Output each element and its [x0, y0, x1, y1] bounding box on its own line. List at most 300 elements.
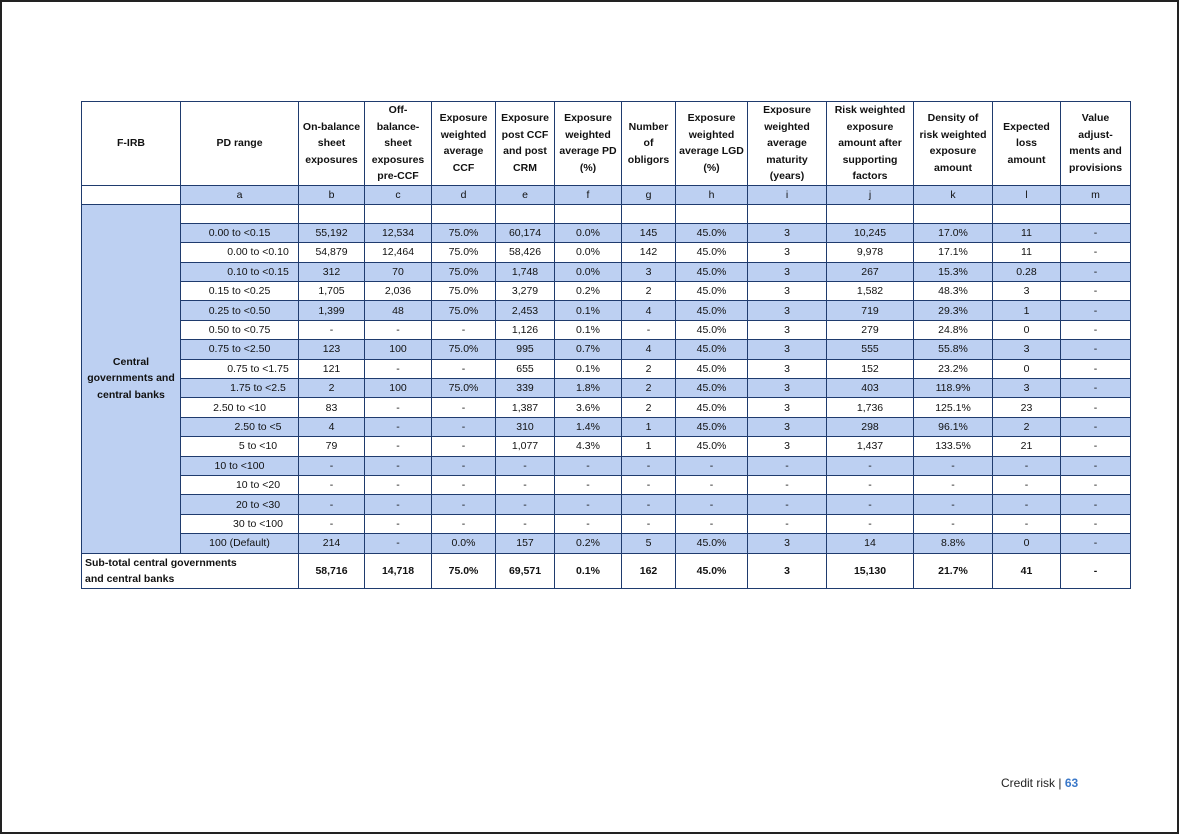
value-cell: 1,387 — [496, 398, 555, 417]
f-irb-table — [81, 101, 1131, 589]
header-cell: F-IRB — [82, 102, 181, 186]
value-cell: 121 — [299, 359, 365, 378]
subtotal-cell: 0.1% — [555, 553, 622, 588]
value-cell: 3 — [622, 262, 676, 281]
value-cell: 75.0% — [432, 282, 496, 301]
value-cell: - — [365, 514, 432, 533]
pd-range-cell: 0.75 to <2.50 — [181, 340, 299, 359]
value-cell: 8.8% — [914, 534, 993, 553]
value-cell: - — [827, 456, 914, 475]
value-cell: - — [496, 475, 555, 494]
value-cell: 75.0% — [432, 379, 496, 398]
value-cell: 45.0% — [676, 282, 748, 301]
value-cell — [1061, 204, 1131, 223]
value-cell: - — [622, 320, 676, 339]
value-cell: 3 — [993, 340, 1061, 359]
pd-range-cell: 0.15 to <0.25 — [181, 282, 299, 301]
value-cell — [748, 204, 827, 223]
value-cell: 133.5% — [914, 437, 993, 456]
value-cell: 142 — [622, 243, 676, 262]
header-cell: Off-balance-sheet exposures pre-CCF — [365, 102, 432, 186]
header-cell: Value adjust-ments and provisions — [1061, 102, 1131, 186]
letter-cell: b — [299, 185, 365, 204]
table-row — [82, 514, 1131, 533]
value-cell: - — [1061, 243, 1131, 262]
value-cell: - — [1061, 340, 1131, 359]
value-cell — [676, 204, 748, 223]
value-cell: - — [827, 514, 914, 533]
value-cell: - — [1061, 456, 1131, 475]
value-cell: - — [432, 320, 496, 339]
letter-cell-blank — [82, 185, 181, 204]
value-cell: - — [914, 514, 993, 533]
pd-range-cell: 100 (Default) — [181, 534, 299, 553]
value-cell: 3 — [748, 437, 827, 456]
value-cell: 0.0% — [432, 534, 496, 553]
value-cell: 5 — [622, 534, 676, 553]
value-cell — [914, 204, 993, 223]
value-cell: - — [748, 514, 827, 533]
value-cell: 0.2% — [555, 534, 622, 553]
value-cell: 12,464 — [365, 243, 432, 262]
value-cell: - — [299, 456, 365, 475]
value-cell: 3 — [748, 262, 827, 281]
value-cell: 655 — [496, 359, 555, 378]
header-cell: Number of obligors — [622, 102, 676, 186]
value-cell: 75.0% — [432, 301, 496, 320]
value-cell: 45.0% — [676, 534, 748, 553]
value-cell: 1,748 — [496, 262, 555, 281]
pd-range-cell: 1.75 to <2.5 — [181, 379, 299, 398]
table-row — [82, 534, 1131, 553]
value-cell: 100 — [365, 340, 432, 359]
value-cell: 2 — [993, 417, 1061, 436]
letter-cell: d — [432, 185, 496, 204]
value-cell: 29.3% — [914, 301, 993, 320]
value-cell: - — [432, 495, 496, 514]
value-cell — [622, 204, 676, 223]
value-cell: - — [496, 495, 555, 514]
value-cell: - — [993, 475, 1061, 494]
value-cell: 100 — [365, 379, 432, 398]
table-row — [82, 495, 1131, 514]
value-cell: 2,453 — [496, 301, 555, 320]
table-row — [82, 204, 1131, 223]
table-row — [82, 417, 1131, 436]
value-cell: 339 — [496, 379, 555, 398]
value-cell: - — [496, 456, 555, 475]
value-cell: - — [676, 514, 748, 533]
value-cell: 11 — [993, 223, 1061, 242]
value-cell: 118.9% — [914, 379, 993, 398]
value-cell: 214 — [299, 534, 365, 553]
value-cell: 1,705 — [299, 282, 365, 301]
value-cell: 1.8% — [555, 379, 622, 398]
value-cell: 79 — [299, 437, 365, 456]
value-cell: - — [1061, 495, 1131, 514]
value-cell: - — [299, 320, 365, 339]
value-cell: 54,879 — [299, 243, 365, 262]
value-cell: - — [365, 437, 432, 456]
header-cell: Exposure weighted average maturity (years) — [748, 102, 827, 186]
value-cell: 45.0% — [676, 340, 748, 359]
header-cell: Exposure weighted average PD (%) — [555, 102, 622, 186]
value-cell: 0.1% — [555, 359, 622, 378]
letter-cell: j — [827, 185, 914, 204]
value-cell: - — [365, 495, 432, 514]
table-row — [82, 243, 1131, 262]
value-cell: 1,077 — [496, 437, 555, 456]
value-cell: - — [365, 320, 432, 339]
value-cell: 24.8% — [914, 320, 993, 339]
value-cell: 75.0% — [432, 340, 496, 359]
value-cell: 45.0% — [676, 379, 748, 398]
pd-range-cell: 0.50 to <0.75 — [181, 320, 299, 339]
value-cell: - — [914, 495, 993, 514]
value-cell: 58,426 — [496, 243, 555, 262]
subtotal-cell: 3 — [748, 553, 827, 588]
table-row — [82, 359, 1131, 378]
value-cell: 96.1% — [914, 417, 993, 436]
value-cell: - — [748, 475, 827, 494]
value-cell: - — [299, 514, 365, 533]
value-cell — [827, 204, 914, 223]
value-cell: 719 — [827, 301, 914, 320]
page-footer — [1001, 776, 1078, 790]
letter-cell: g — [622, 185, 676, 204]
value-cell: - — [365, 359, 432, 378]
subtotal-cell: 45.0% — [676, 553, 748, 588]
value-cell: - — [993, 456, 1061, 475]
value-cell: 555 — [827, 340, 914, 359]
table-row — [82, 456, 1131, 475]
value-cell: - — [365, 417, 432, 436]
value-cell: 0.7% — [555, 340, 622, 359]
value-cell: 0.1% — [555, 301, 622, 320]
value-cell: 3 — [748, 398, 827, 417]
value-cell: 23.2% — [914, 359, 993, 378]
value-cell: 45.0% — [676, 398, 748, 417]
value-cell: - — [1061, 262, 1131, 281]
pd-range-cell: 5 to <10 — [181, 437, 299, 456]
value-cell: - — [676, 475, 748, 494]
value-cell: - — [993, 514, 1061, 533]
value-cell: 55,192 — [299, 223, 365, 242]
subtotal-cell: 69,571 — [496, 553, 555, 588]
value-cell: - — [432, 398, 496, 417]
footer-section-title: Credit risk — [1001, 776, 1056, 790]
value-cell: 45.0% — [676, 320, 748, 339]
value-cell: 2 — [622, 359, 676, 378]
header-cell: Exposure weighted average CCF — [432, 102, 496, 186]
value-cell: 21 — [993, 437, 1061, 456]
value-cell: 3 — [748, 359, 827, 378]
value-cell: - — [748, 456, 827, 475]
value-cell: 48.3% — [914, 282, 993, 301]
value-cell: 3 — [748, 223, 827, 242]
value-cell: 2 — [622, 379, 676, 398]
value-cell: 1 — [622, 437, 676, 456]
value-cell: 45.0% — [676, 262, 748, 281]
value-cell: - — [432, 475, 496, 494]
value-cell — [555, 204, 622, 223]
pd-range-cell: 2.50 to <10 — [181, 398, 299, 417]
value-cell: 3 — [748, 534, 827, 553]
letter-cell: k — [914, 185, 993, 204]
value-cell: - — [622, 456, 676, 475]
value-cell: 157 — [496, 534, 555, 553]
pd-range-cell — [181, 204, 299, 223]
value-cell: - — [365, 398, 432, 417]
value-cell: - — [365, 456, 432, 475]
value-cell: 0.2% — [555, 282, 622, 301]
value-cell: - — [676, 456, 748, 475]
value-cell: 4 — [299, 417, 365, 436]
value-cell: 1,582 — [827, 282, 914, 301]
value-cell: 3 — [748, 379, 827, 398]
subtotal-cell: 14,718 — [365, 553, 432, 588]
value-cell: 1,399 — [299, 301, 365, 320]
value-cell: - — [432, 437, 496, 456]
value-cell: 0 — [993, 359, 1061, 378]
table-row — [82, 262, 1131, 281]
pd-range-cell: 30 to <100 — [181, 514, 299, 533]
value-cell — [432, 204, 496, 223]
value-cell: 45.0% — [676, 437, 748, 456]
value-cell — [993, 204, 1061, 223]
value-cell: - — [1061, 437, 1131, 456]
value-cell: 60,174 — [496, 223, 555, 242]
table-row — [82, 475, 1131, 494]
value-cell: 23 — [993, 398, 1061, 417]
value-cell: 279 — [827, 320, 914, 339]
subtotal-cell: 41 — [993, 553, 1061, 588]
header-cell: Density of risk weighted exposure amount — [914, 102, 993, 186]
table-row — [82, 320, 1131, 339]
value-cell: 995 — [496, 340, 555, 359]
pd-range-cell: 10 to <20 — [181, 475, 299, 494]
pd-range-cell: 0.10 to <0.15 — [181, 262, 299, 281]
value-cell: 3 — [748, 282, 827, 301]
value-cell: - — [365, 475, 432, 494]
value-cell: 9,978 — [827, 243, 914, 262]
value-cell: 2,036 — [365, 282, 432, 301]
value-cell: - — [1061, 282, 1131, 301]
value-cell: 1 — [622, 417, 676, 436]
value-cell: 17.1% — [914, 243, 993, 262]
value-cell: 3.6% — [555, 398, 622, 417]
letter-cell: h — [676, 185, 748, 204]
value-cell: 267 — [827, 262, 914, 281]
value-cell: 310 — [496, 417, 555, 436]
value-cell: 4.3% — [555, 437, 622, 456]
value-cell: 0.28 — [993, 262, 1061, 281]
value-cell: - — [914, 475, 993, 494]
value-cell: - — [1061, 534, 1131, 553]
value-cell: 0.0% — [555, 223, 622, 242]
value-cell: - — [432, 417, 496, 436]
header-cell: Exposure post CCF and post CRM — [496, 102, 555, 186]
value-cell: 152 — [827, 359, 914, 378]
value-cell: 11 — [993, 243, 1061, 262]
value-cell: 45.0% — [676, 417, 748, 436]
value-cell: - — [827, 475, 914, 494]
value-cell: - — [914, 456, 993, 475]
value-cell: 45.0% — [676, 359, 748, 378]
value-cell: 17.0% — [914, 223, 993, 242]
value-cell: - — [555, 456, 622, 475]
value-cell: - — [555, 495, 622, 514]
letter-cell: i — [748, 185, 827, 204]
subtotal-cell: 15,130 — [827, 553, 914, 588]
subtotal-label — [82, 553, 299, 588]
value-cell: 403 — [827, 379, 914, 398]
subtotal-cell: 162 — [622, 553, 676, 588]
subtotal-cell: 58,716 — [299, 553, 365, 588]
value-cell: 45.0% — [676, 301, 748, 320]
letter-cell: c — [365, 185, 432, 204]
value-cell — [365, 204, 432, 223]
value-cell: - — [1061, 417, 1131, 436]
value-cell: 83 — [299, 398, 365, 417]
value-cell: 3 — [993, 379, 1061, 398]
value-cell: 45.0% — [676, 243, 748, 262]
letter-cell: e — [496, 185, 555, 204]
subtotal-label-line1: Sub-total central governments — [85, 556, 237, 569]
value-cell: - — [555, 514, 622, 533]
value-cell: 2 — [622, 282, 676, 301]
value-cell: - — [827, 495, 914, 514]
header-cell: PD range — [181, 102, 299, 186]
value-cell: 45.0% — [676, 223, 748, 242]
value-cell: - — [1061, 223, 1131, 242]
value-cell: 2 — [622, 398, 676, 417]
value-cell: 123 — [299, 340, 365, 359]
header-cell: Risk weighted exposure amount after supporting factors — [827, 102, 914, 186]
table-row — [82, 301, 1131, 320]
value-cell: 0.0% — [555, 262, 622, 281]
value-cell: 48 — [365, 301, 432, 320]
value-cell: 3 — [748, 243, 827, 262]
value-cell: 0 — [993, 320, 1061, 339]
value-cell: - — [622, 495, 676, 514]
header-cell: Exposure weighted average LGD (%) — [676, 102, 748, 186]
table-row — [82, 437, 1131, 456]
pd-range-cell: 10 to <100 — [181, 456, 299, 475]
value-cell: 298 — [827, 417, 914, 436]
value-cell: 3 — [748, 417, 827, 436]
page-number: 63 — [1064, 776, 1079, 790]
letter-cell: l — [993, 185, 1061, 204]
value-cell: 0 — [993, 534, 1061, 553]
category-label: Central governments and central banks — [82, 204, 181, 553]
pd-range-cell: 2.50 to <5 — [181, 417, 299, 436]
table-row — [82, 340, 1131, 359]
letter-cell: m — [1061, 185, 1131, 204]
value-cell: 4 — [622, 340, 676, 359]
value-cell: 12,534 — [365, 223, 432, 242]
value-cell: 0.0% — [555, 243, 622, 262]
value-cell: 75.0% — [432, 262, 496, 281]
value-cell: - — [432, 359, 496, 378]
value-cell: - — [555, 475, 622, 494]
value-cell: - — [1061, 359, 1131, 378]
subtotal-cell: 21.7% — [914, 553, 993, 588]
value-cell: - — [432, 456, 496, 475]
value-cell: 3 — [993, 282, 1061, 301]
header-cell: On-balance sheet exposures — [299, 102, 365, 186]
value-cell: 1.4% — [555, 417, 622, 436]
value-cell: - — [622, 475, 676, 494]
value-cell: 15.3% — [914, 262, 993, 281]
pd-range-cell: 0.00 to <0.15 — [181, 223, 299, 242]
value-cell: - — [622, 514, 676, 533]
value-cell: - — [299, 475, 365, 494]
header-row — [82, 102, 1131, 186]
value-cell: 125.1% — [914, 398, 993, 417]
footer-separator: | — [1058, 776, 1062, 790]
value-cell: - — [748, 495, 827, 514]
subtotal-cell: 75.0% — [432, 553, 496, 588]
value-cell: - — [365, 534, 432, 553]
value-cell: - — [1061, 514, 1131, 533]
pd-range-cell: 0.25 to <0.50 — [181, 301, 299, 320]
value-cell: 75.0% — [432, 243, 496, 262]
value-cell: - — [1061, 398, 1131, 417]
value-cell: 75.0% — [432, 223, 496, 242]
value-cell: 55.8% — [914, 340, 993, 359]
subtotal-row — [82, 553, 1131, 588]
value-cell: 2 — [299, 379, 365, 398]
value-cell: 3,279 — [496, 282, 555, 301]
value-cell: - — [1061, 379, 1131, 398]
subtotal-label-line2: and central banks — [85, 572, 175, 585]
subtotal-cell: - — [1061, 553, 1131, 588]
value-cell: 3 — [748, 340, 827, 359]
value-cell: 145 — [622, 223, 676, 242]
column-letter-row — [82, 185, 1131, 204]
pd-range-cell: 20 to <30 — [181, 495, 299, 514]
letter-cell: a — [181, 185, 299, 204]
value-cell: 1,736 — [827, 398, 914, 417]
value-cell: - — [496, 514, 555, 533]
table-row — [82, 282, 1131, 301]
value-cell: - — [299, 495, 365, 514]
value-cell: 3 — [748, 320, 827, 339]
letter-cell: f — [555, 185, 622, 204]
table-row — [82, 398, 1131, 417]
value-cell: 14 — [827, 534, 914, 553]
value-cell: 4 — [622, 301, 676, 320]
value-cell: - — [1061, 475, 1131, 494]
pd-range-cell: 0.75 to <1.75 — [181, 359, 299, 378]
value-cell: 0.1% — [555, 320, 622, 339]
value-cell: - — [993, 495, 1061, 514]
table-row — [82, 223, 1131, 242]
header-cell: Expected loss amount — [993, 102, 1061, 186]
value-cell: 1,126 — [496, 320, 555, 339]
value-cell: - — [676, 495, 748, 514]
value-cell: - — [1061, 301, 1131, 320]
value-cell — [496, 204, 555, 223]
value-cell: 3 — [748, 301, 827, 320]
table-body — [82, 204, 1131, 553]
value-cell: 312 — [299, 262, 365, 281]
value-cell — [299, 204, 365, 223]
value-cell: 1,437 — [827, 437, 914, 456]
value-cell: - — [1061, 320, 1131, 339]
table-row — [82, 379, 1131, 398]
